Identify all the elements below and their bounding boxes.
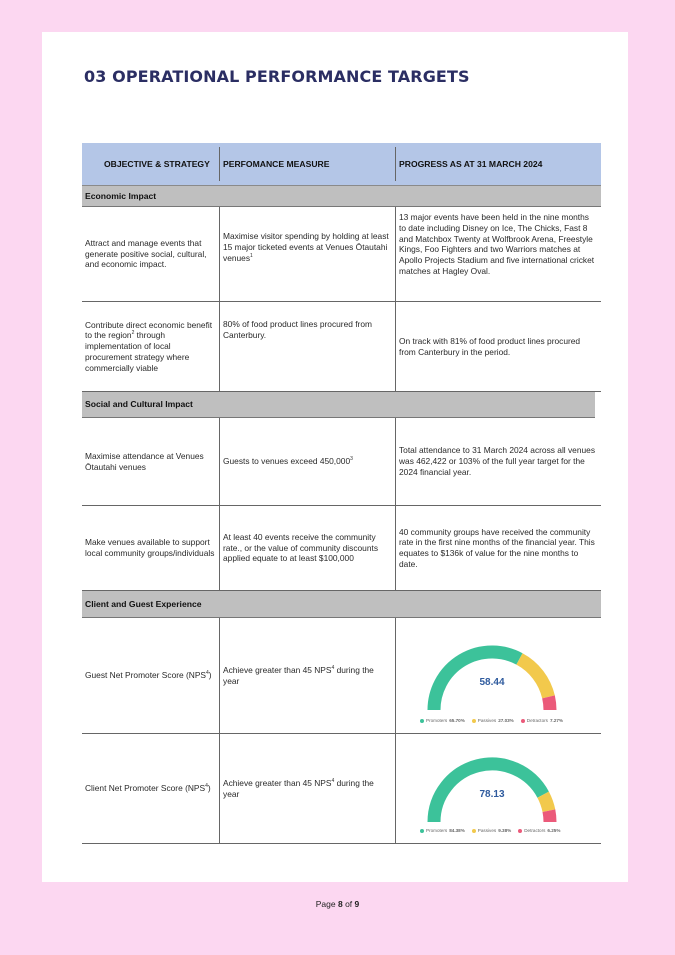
progress-cell: On track with 81% of food product lines procured from Canterbury in the period.: [399, 335, 581, 357]
header-objective: OBJECTIVE & STRATEGY: [82, 147, 220, 181]
table-row: [82, 506, 601, 591]
section-economic-impact: Economic Impact: [82, 186, 601, 207]
promoters-arc: [434, 652, 519, 710]
table-row: [82, 207, 601, 302]
gauge-legend: [420, 828, 560, 834]
legend-passives: Passives 9.38%: [472, 828, 511, 834]
table-row: [82, 734, 601, 844]
objective-cell: Attract and manage events that generate positive social, cultural, and economic impact.: [82, 207, 220, 301]
objective-cell: Client Net Promoter Score (NPS$^4$): [82, 734, 220, 843]
document-page: [42, 32, 628, 882]
passives-dot: [472, 719, 476, 723]
legend-promoters: Promoters 84.38%: [420, 828, 465, 834]
table-row: [82, 418, 601, 506]
nps-gauge-chart: [422, 632, 562, 720]
page-title: 03 OPERATIONAL PERFORMANCE TARGETS: [84, 67, 470, 86]
header-progress: PROGRESS AS AT 31 MARCH 2024: [399, 158, 543, 169]
section-social-cultural-impact: Social and Cultural Impact: [82, 392, 595, 418]
legend-promoters: Promoters 65.70%: [420, 718, 465, 724]
progress-cell: 40 community groups have received the community rate in the first nine months of the financial year. This equates to $136k of value for the nine months to date.: [399, 526, 595, 569]
detractors-dot: [518, 829, 522, 833]
passives-arc: [519, 659, 548, 697]
progress-cell: 13 major events have been held in the nine months to date including Disney on Ice, The Chicks, Fast 8 and Matchbox Twenty at Wolfbrook Arena, Freestyle Kings, Foo Fighters and two Warriors matches at Apollo Projects Stadium and five international cricket matches at Hagley Oval.: [399, 212, 595, 276]
page-footer: Page 8 of 9: [315, 899, 360, 909]
objective-cell: Contribute direct economic benefit to the region$^2$ through implementation of local procurement strategy where commercially viable: [82, 302, 220, 391]
table-header: [82, 143, 601, 186]
section-client-guest-experience: Client and Guest Experience: [82, 591, 601, 618]
measure-cell: 80% of food product lines procured from Canterbury.: [220, 302, 396, 391]
nps-score-label: 58.44: [479, 677, 505, 688]
detractors-arc: [549, 811, 550, 822]
header-measure: PERFOMANCE MEASURE: [220, 147, 396, 181]
promoters-dot: [420, 829, 424, 833]
progress-cell: [396, 618, 601, 733]
objective-cell: Maximise attendance at Venues Ōtautahi venues: [82, 418, 220, 505]
measure-cell: Achieve greater than 45 NPS$^4$ during the year: [220, 618, 396, 733]
objective-cell: Guest Net Promoter Score (NPS$^4$): [82, 618, 220, 733]
passives-dot: [472, 829, 476, 833]
legend-detractors: Detractors 7.27%: [521, 718, 563, 724]
measure-cell: At least 40 events receive the community rate., or the value of community discounts applied equate to at least $100,000: [220, 506, 396, 590]
measure-cell: Guests to venues exceed 450,000$^3$: [220, 418, 396, 505]
passives-arc: [543, 795, 549, 811]
table-row: [82, 618, 601, 734]
gauge-legend: [420, 718, 563, 724]
legend-passives: Passives 27.03%: [472, 718, 514, 724]
promoters-dot: [420, 719, 424, 723]
measure-cell: Maximise visitor spending by holding at least 15 major ticketed events at Venues Ōtautahi venues$^1$: [220, 207, 396, 301]
objective-cell: Make venues available to support local community groups/individuals: [82, 506, 220, 590]
legend-detractors: Detractors 6.25%: [518, 828, 560, 834]
performance-table: [82, 143, 601, 844]
progress-cell: [396, 734, 601, 843]
measure-cell: Achieve greater than 45 NPS$^4$ during the year: [220, 734, 396, 843]
table-row: [82, 302, 601, 392]
progress-cell: Total attendance to 31 March 2024 across all venues was 462,422 or 103% of the full year target for the 2024 financial year.: [399, 445, 596, 477]
nps-gauge-chart: [422, 744, 562, 832]
detractors-arc: [548, 697, 550, 710]
nps-score-label: 78.13: [479, 789, 505, 800]
detractors-dot: [521, 719, 525, 723]
